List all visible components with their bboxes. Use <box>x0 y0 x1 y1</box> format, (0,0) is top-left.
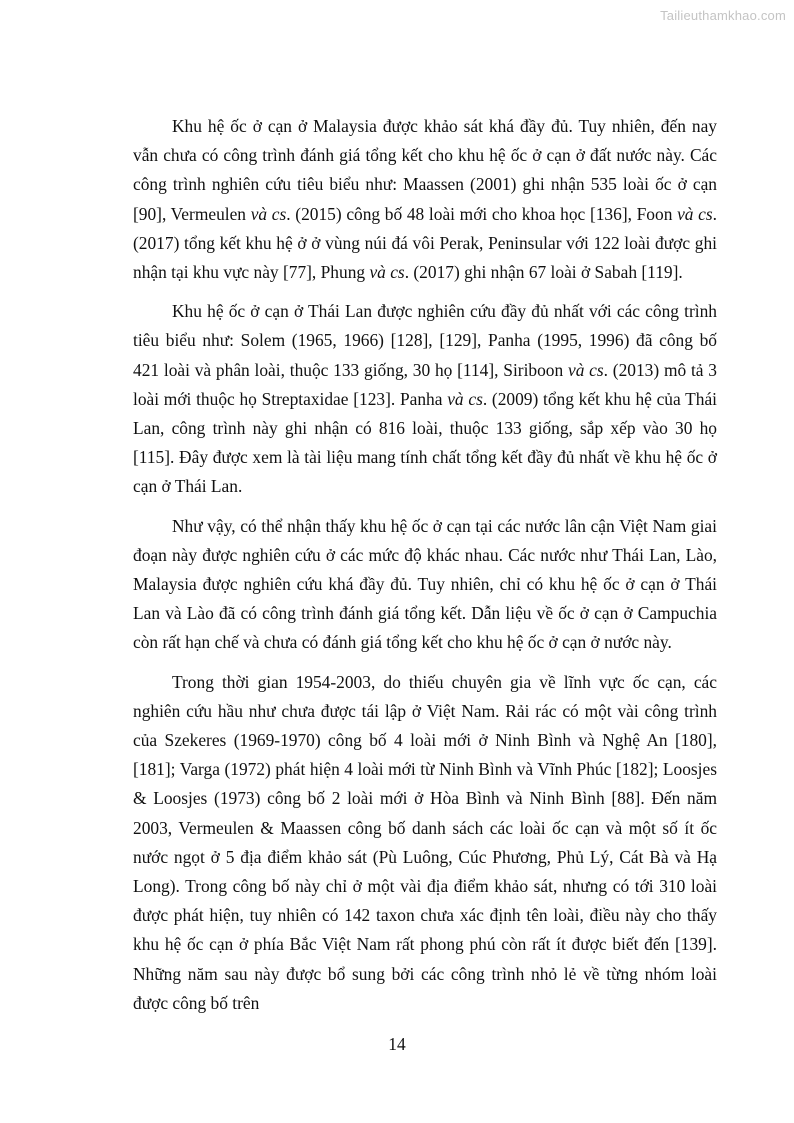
italic-abbrev: và cs <box>567 359 604 380</box>
italic-abbrev: và cs <box>447 388 483 409</box>
italic-abbrev: và cs <box>250 203 287 224</box>
watermark: Tailieuthamkhao.com <box>660 8 786 23</box>
italic-abbrev: và cs <box>369 262 405 283</box>
document-body <box>133 112 717 1028</box>
page-number: 14 <box>388 1034 406 1054</box>
italic-abbrev: và cs <box>677 203 713 224</box>
paragraph-thailand: Khu hệ ốc ở cạn ở Thái Lan được nghiên cứu đầy đủ nhất với các công trình tiêu biểu như: Solem (1965, 1966) [128], [129], Panha (1995, 1996) đã công bố 421 loài và phân loài, thuộc 133 giống, 30 họ [114], Siriboon và cs. (2013) mô tả 3 loài mới thuộc họ Streptaxidae [123]. Panha và cs. (2009) tổng kết khu hệ của Thái Lan, công trình này ghi nhận có 816 loài, thuộc 133 giống, sắp xếp vào 30 họ [115]. Đây được xem là tài liệu mang tính chất tổng kết đầy đủ nhất về khu hệ ốc ở cạn ở Thái Lan. <box>133 301 718 497</box>
paragraph-malaysia: Khu hệ ốc ở cạn ở Malaysia được khảo sát khá đầy đủ. Tuy nhiên, đến nay vẫn chưa có công trình đánh giá tổng kết cho khu hệ ốc ở cạn ở đất nước này. Các công trình nghiên cứu tiêu biểu như: Maassen (2001) ghi nhận 535 loài ốc ở cạn [90], Vermeulen và cs. (2015) công bố 48 loài mới cho khoa học [136], Foon và cs. (2017) tổng kết khu hệ ở ở vùng núi đá vôi Perak, Peninsular với 122 loài được ghi nhận tại khu vực này [77], Phung và cs. (2017) ghi nhận 67 loài ở Sabah [119]. <box>133 116 718 283</box>
paragraph-vietnam: Trong thời gian 1954-2003, do thiếu chuyên gia về lĩnh vực ốc cạn, các nghiên cứu hầu như chưa được tái lập ở Việt Nam. Rải rác có một vài công trình của Szekeres (1969-1970) công bố 4 loài mới ở Ninh Bình và Nghệ An [180], [181]; Varga (1972) phát hiện 4 loài mới từ Ninh Bình và Vĩnh Phúc [182]; Loosjes & Loosjes (1973) công bố 2 loài mới ở Hòa Bình và Ninh Bình [88]. Đến năm 2003, Vermeulen & Maassen công bố danh sách các loài ốc cạn và một số ít ốc nước ngọt ở 5 địa điểm khảo sát (Pù Luông, Cúc Phương, Phủ Lý, Cát Bà và Hạ Long). Trong công bố này chỉ ở một vài địa điểm khảo sát, nhưng có tới 310 loài được phát hiện, tuy nhiên có 142 taxon chưa xác định tên loài, điều này cho thấy khu hệ ốc cạn ở phía Bắc Việt Nam rất phong phú còn rất ít được biết đến [139]. Những năm sau này được bổ sung bởi các công trình nhỏ lẻ về từng nhóm loài được công bố trên <box>133 671 717 1013</box>
paragraph-summary: Như vậy, có thể nhận thấy khu hệ ốc ở cạn tại các nước lân cận Việt Nam giai đoạn này được nghiên cứu ở các mức độ khác nhau. Các nước như Thái Lan, Lào, Malaysia được nghiên cứu khá đầy đủ. Tuy nhiên, chỉ có khu hệ ốc ở cạn ở Thái Lan và Lào đã có công trình đánh giá tổng kết. Dẫn liệu về ốc ở cạn ở Campuchia còn rất hạn chế và chưa có đánh giá tổng kết cho khu hệ ốc ở cạn ở nước này. <box>133 515 717 653</box>
